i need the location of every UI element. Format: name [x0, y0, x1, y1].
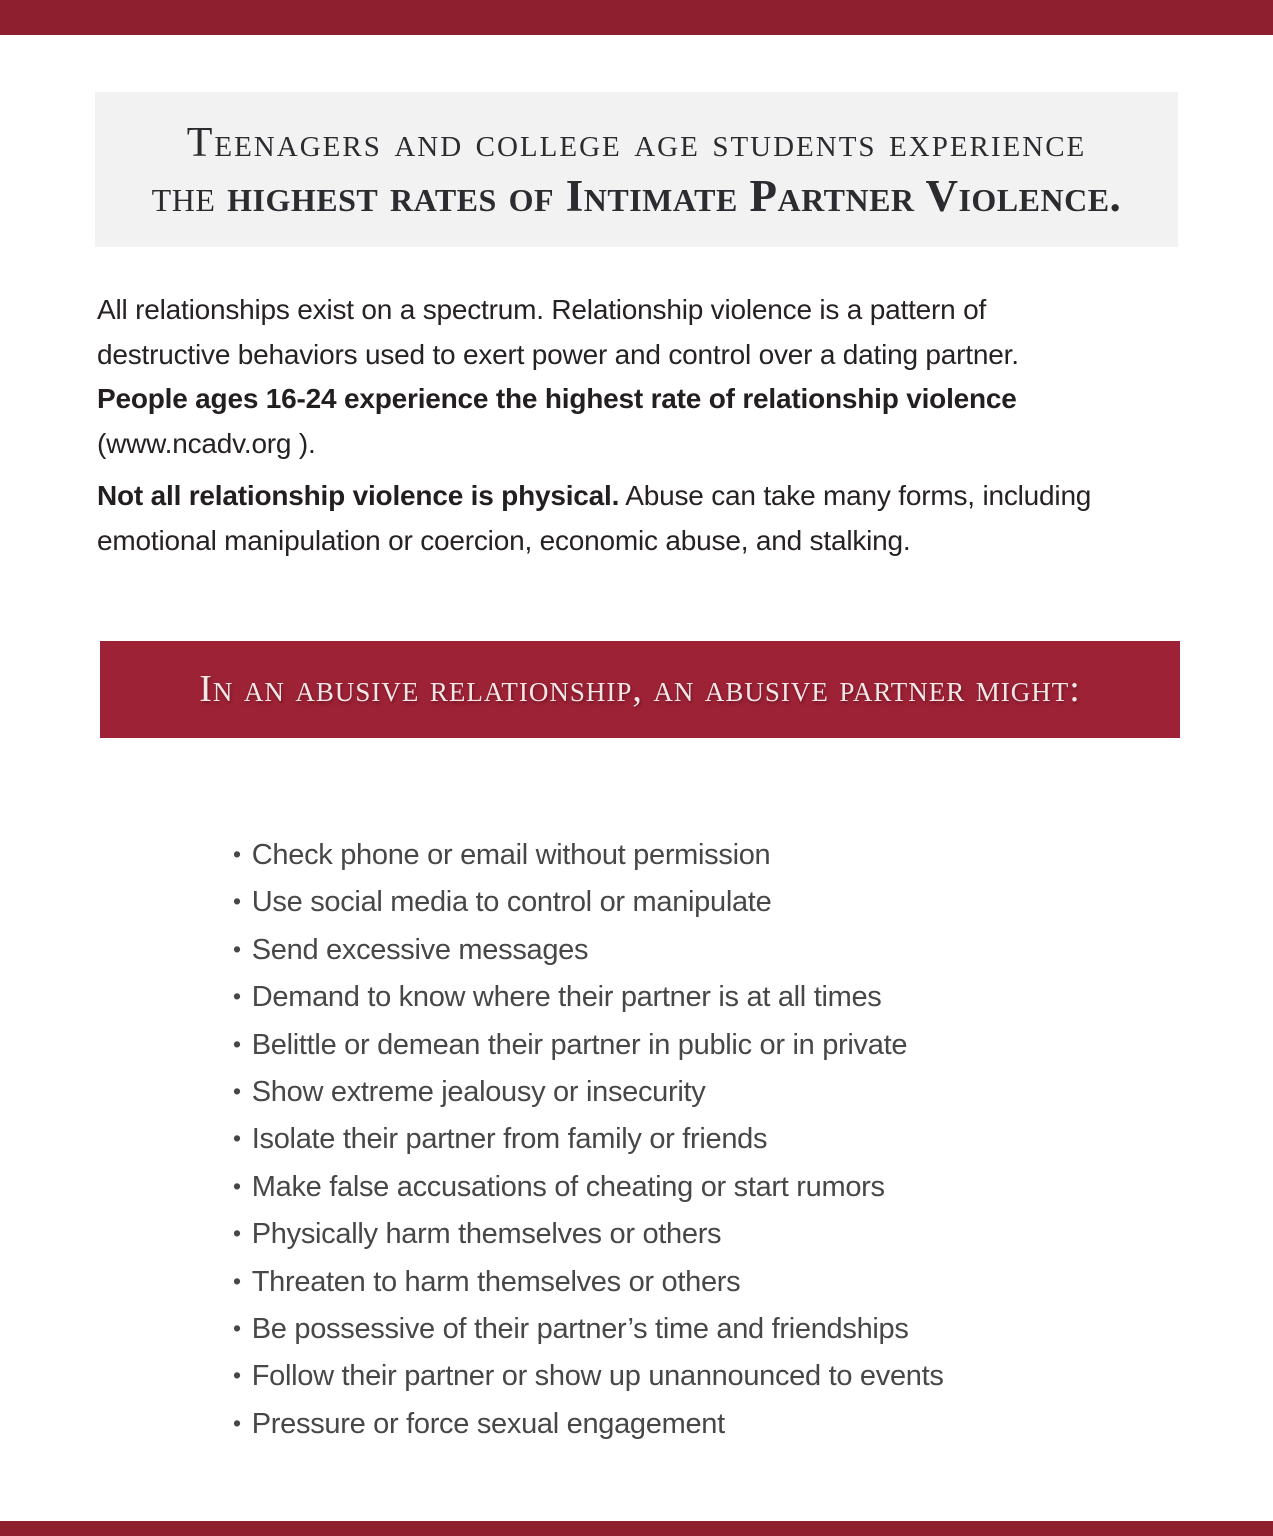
intro-paragraph-1 — [97, 288, 1207, 466]
bullet-icon: • — [233, 1409, 241, 1436]
list-item-label: Demand to know where their partner is at all times — [251, 981, 882, 1014]
bullet-icon: • — [233, 1030, 241, 1057]
headline-box — [95, 92, 1178, 247]
intro-p2-line2: emotional manipulation or coercion, economic abuse, and stalking. — [97, 524, 911, 556]
top-accent-bar — [0, 0, 1273, 35]
bullet-icon: • — [233, 1267, 241, 1294]
bullet-icon: • — [233, 1172, 241, 1199]
list-item — [233, 1210, 1133, 1257]
headline-line1: Teenagers and college age students experience — [186, 119, 1087, 166]
banner-label: In an abusive relationship, an abusive partner might: — [199, 668, 1081, 710]
list-item-label: Be possessive of their partner’s time and friendships — [251, 1313, 909, 1346]
list-item-label: Make false accusations of cheating or start rumors — [251, 1170, 885, 1203]
list-item-label: Check phone or email without permission — [251, 839, 771, 871]
list-item — [233, 1115, 1133, 1162]
headline-line2-bold: highest rates of — [227, 170, 566, 221]
list-item — [233, 1258, 1133, 1305]
list-item — [233, 878, 1133, 925]
abusive-partner-banner — [100, 641, 1180, 738]
list-item — [233, 926, 1133, 973]
bottom-accent-bar — [0, 1521, 1273, 1536]
list-item — [233, 1400, 1133, 1447]
bullet-icon: • — [233, 1362, 241, 1389]
headline-line2 — [152, 170, 1122, 223]
intro-p1-line3-bold: People ages 16-24 experience the highest rate of relationship violence — [97, 383, 1017, 414]
list-item-label: Physically harm themselves or others — [251, 1218, 722, 1251]
abusive-behaviors-list — [233, 831, 1133, 1447]
headline-line2-bold2: Intimate Partner Violence. — [565, 170, 1122, 221]
bullet-icon: • — [233, 1315, 241, 1342]
bullet-icon: • — [233, 935, 241, 962]
list-item-label: Show extreme jealousy or insecurity — [251, 1076, 706, 1109]
list-item-label: Send excessive messages — [251, 933, 589, 966]
bullet-icon: • — [233, 1078, 241, 1105]
bullet-icon: • — [233, 1125, 241, 1152]
list-item-label: Isolate their partner from family or friends — [251, 1123, 768, 1156]
bullet-icon: • — [233, 1220, 241, 1247]
intro-paragraph-2 — [97, 474, 1207, 563]
list-item-label: Pressure or force sexual engagement — [251, 1407, 725, 1440]
bullet-icon: • — [233, 888, 241, 915]
list-item — [233, 1352, 1133, 1399]
intro-p1-line4-ncadv-url: (www.ncadv.org ). — [97, 427, 316, 459]
headline-line2-regular: the — [151, 170, 228, 221]
intro-p2-line1-bold: Not all relationship violence is physical. — [97, 480, 620, 511]
list-item-label: Use social media to control or manipulate — [251, 886, 772, 919]
list-item — [233, 1163, 1133, 1210]
list-item — [233, 1068, 1133, 1115]
list-item — [233, 973, 1133, 1020]
bullet-icon: • — [233, 841, 241, 867]
list-item — [233, 831, 1133, 878]
list-item — [233, 1021, 1133, 1068]
list-item — [233, 1305, 1133, 1352]
list-item-label: Threaten to harm themselves or others — [251, 1265, 741, 1298]
bullet-icon: • — [233, 983, 241, 1010]
intro-p2-line1 — [97, 474, 1207, 519]
intro-p2-line1-rest: Abuse can take many forms, including — [619, 480, 1092, 511]
intro-p1-line1: All relationships exist on a spectrum. Relationship violence is a pattern of — [97, 294, 987, 325]
intro-p1-line2: destructive behaviors used to exert power and control over a dating partner. — [97, 338, 1019, 370]
list-item-label: Belittle or demean their partner in public or in private — [251, 1028, 908, 1061]
list-item-label: Follow their partner or show up unannounced to events — [251, 1360, 944, 1393]
